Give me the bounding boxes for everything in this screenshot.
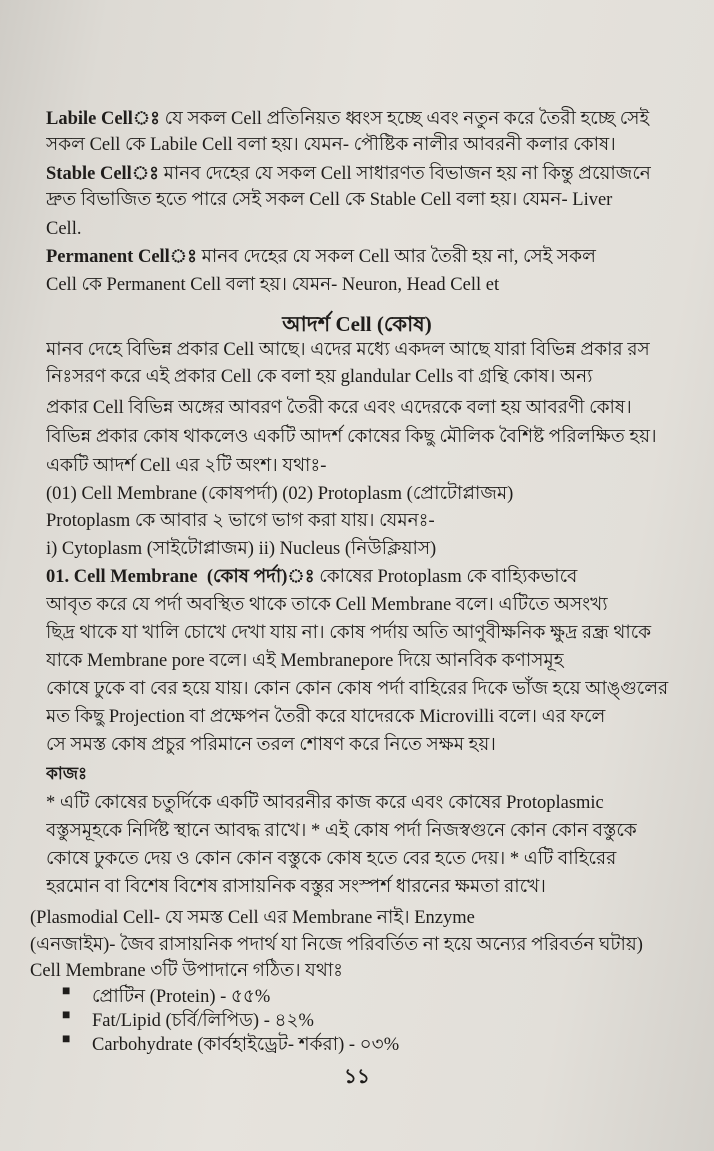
ideal-line-8: i) Cytoplasm (সাইটোপ্লাজম) ii) Nucleus (নিউক্লিয়াস) [46, 539, 437, 559]
labile-line-1 [46, 106, 680, 132]
membrane-line-6: মত কিছু Projection বা প্রক্ষেপন তৈরী করে যাদেরকে Microvilli বলে। এর ফলে [46, 707, 606, 727]
ideal-line-6: (01) Cell Membrane (কোষপর্দা) (02) Protoplasm (প্রোটোপ্লাজম) [46, 484, 514, 504]
ideal-line-1: মানব দেহে বিভিন্ন প্রকার Cell আছে। এদের মধ্যে একদল আছে যারা বিভিন্ন প্রকার রস [46, 340, 650, 360]
membrane-line-1 [46, 564, 680, 590]
bullet-icon: ■ [62, 1008, 71, 1023]
labile-term: Labile Cellঃ [46, 109, 161, 129]
membrane-title: 01. Cell Membrane [46, 567, 198, 587]
section-heading: আদর্শ Cell (কোষ) [282, 312, 432, 336]
membrane-title-bn: (কোষ পর্দা)ঃ [206, 567, 315, 587]
stable-line-2: দ্রুত বিভাজিত হতে পারে সেই সকল Cell কে Stable Cell বলা হয়। যেমন- Liver [46, 190, 613, 210]
permanent-line-1 [46, 244, 680, 270]
stable-term: Stable Cellঃ [46, 164, 160, 184]
membrane-line-5: কোষে ঢুকে বা বের হয়ে যায়। কোন কোন কোষ পর্দা বাহিরের দিকে ভাঁজ হয়ে আঙ্গুলের [46, 679, 669, 699]
work-line-2: বস্তুসমূহকে নির্দিষ্ট স্থানে আবদ্ধ রাখে। * এই কোষ পর্দা নিজস্বগুনে কোন কোন বস্তুকে [46, 821, 637, 841]
membrane-line-3: ছিদ্র থাকে যা খালি চোখে দেখা যায় না। কোষ পর্দায় অতি আণুবীক্ষনিক ক্ষুদ্র রন্ধ্র থাকে [46, 623, 652, 643]
bullet-icon: ■ [62, 984, 71, 999]
membrane-line-4: যাকে Membrane pore বলে। এই Membranepore দিয়ে আনবিক কণাসমূহ [46, 651, 564, 671]
membrane-line-7: সে সমস্ত কোষ প্রচুর পরিমানে তরল শোষণ করে নিতে সক্ষম হয়। [46, 735, 496, 755]
labile-text-1: যে সকল Cell প্রতিনিয়ত ধ্বংস হচ্ছে এবং নতুন করে তৈরী হচ্ছে সেই [164, 109, 650, 129]
membrane-text-1: কোষের Protoplasm কে বাহ্যিকভাবে [319, 567, 578, 587]
stable-text-1: মানব দেহের যে সকল Cell সাধারণত বিভাজন হয় না কিন্তু প্রয়োজনে [163, 164, 651, 184]
plasmodial-line-3: Cell Membrane ৩টি উপাদানে গঠিত। যথাঃ [30, 961, 344, 981]
ideal-line-2: নিঃসরণ করে এই প্রকার Cell কে বলা হয় glandular Cells বা গ্রন্থি কোষ। অন্য [46, 367, 593, 387]
ideal-line-5: একটি আদর্শ Cell এর ২টি অংশ। যথাঃ- [46, 456, 327, 476]
membrane-line-2: আবৃত করে যে পর্দা অবস্থিত থাকে তাকে Cell Membrane বলে। এটিতে অসংখ্য [46, 595, 608, 615]
work-line-4: হরমোন বা বিশেষ বিশেষ রাসায়নিক বস্তুর সংস্পর্শ ধারনের ক্ষমতা রাখে। [46, 877, 546, 897]
ideal-line-7: Protoplasm কে আবার ২ ভাগে ভাগ করা যায়। যেমনঃ- [46, 511, 435, 531]
permanent-term: Permanent Cellঃ [46, 247, 197, 267]
plasmodial-line-1: (Plasmodial Cell- যে সমস্ত Cell এর Membrane নাই। Enzyme [30, 908, 475, 928]
component-protein: প্রোটিন (Protein) - ৫৫% [92, 987, 271, 1007]
ideal-line-4: বিভিন্ন প্রকার কোষ থাকলেও একটি আদর্শ কোষের কিছু মৌলিক বৈশিষ্ট পরিলক্ষিত হয়। [46, 427, 657, 447]
work-line-1: * এটি কোষের চতুর্দিকে একটি আবরনীর কাজ করে এবং কোষের Protoplasmic [46, 793, 604, 813]
work-label: কাজঃ [46, 764, 88, 783]
permanent-text-1: মানব দেহের যে সকল Cell আর তৈরী হয় না, সেই সকল [201, 247, 596, 267]
permanent-line-2: Cell কে Permanent Cell বলা হয়। যেমন- Neuron, Head Cell et [46, 275, 500, 295]
page-number: ১১ [344, 1066, 370, 1088]
stable-line-1 [46, 161, 680, 187]
ideal-line-3: প্রকার Cell বিভিন্ন অঙ্গের আবরণ তৈরী করে এবং এদেরকে বলা হয় আবরণী কোষ। [46, 398, 632, 418]
stable-line-3: Cell. [46, 219, 82, 239]
component-lipid: Fat/Lipid (চর্বি/লিপিড) - ৪২% [92, 1011, 314, 1031]
plasmodial-line-2: (এনজাইম)- জৈব রাসায়নিক পদার্থ যা নিজে পরিবর্তিত না হয়ে অন্যের পরিবর্তন ঘটায়) [30, 935, 643, 955]
labile-line-2: সকল Cell কে Labile Cell বলা হয়। যেমন- পৌষ্টিক নালীর আবরনী কলার কোষ। [46, 135, 616, 155]
bullet-icon: ■ [62, 1032, 71, 1047]
component-carbohydrate: Carbohydrate (কার্বহাইড্রেট- শর্করা) - ০৩% [92, 1035, 400, 1055]
work-line-3: কোষে ঢুকতে দেয় ও কোন কোন বস্তুকে কোষ হতে বের হতে দেয়। * এটি বাহিরের [46, 849, 617, 869]
